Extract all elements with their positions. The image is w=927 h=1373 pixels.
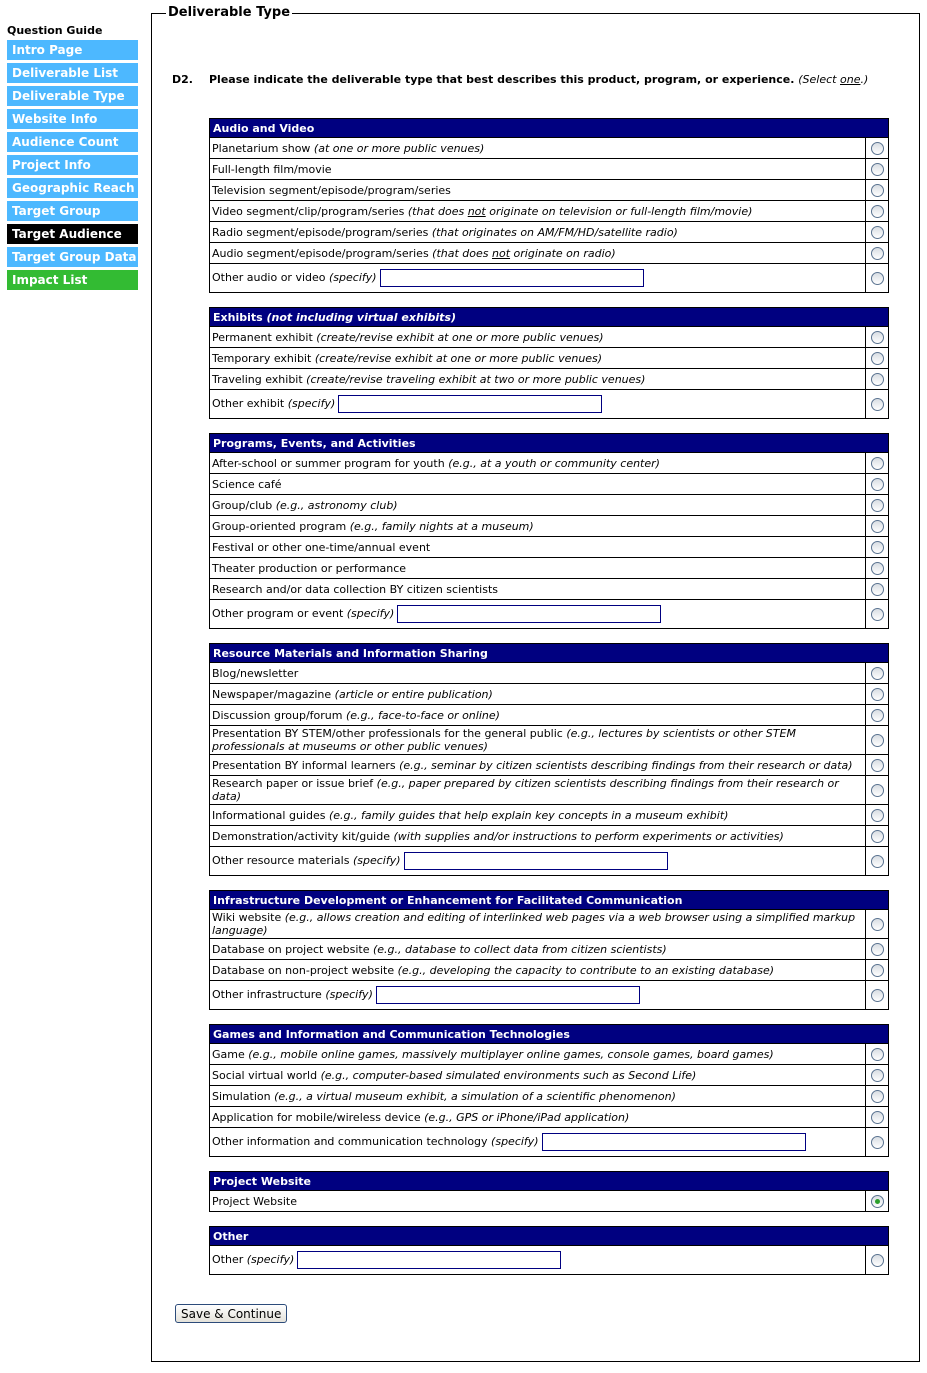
option-radio[interactable]	[871, 184, 884, 197]
option-note: (specify)	[491, 1135, 539, 1148]
option-note: (specify)	[352, 854, 401, 867]
option-label: Television segment/episode/program/series	[212, 183, 451, 197]
option-radio[interactable]	[871, 247, 884, 260]
option-radio[interactable]	[871, 709, 884, 722]
option-radio[interactable]	[871, 688, 884, 701]
option-radio[interactable]	[871, 830, 884, 843]
option-radio[interactable]	[871, 163, 884, 176]
option-label: Presentation BY informal learners	[212, 758, 400, 772]
option-row	[210, 826, 889, 847]
option-note: (e.g., mobile online games, massively multiplayer online games, console games, board games)	[248, 1047, 774, 1061]
option-label: Simulation	[212, 1089, 275, 1103]
option-row	[210, 243, 889, 264]
sidebar-item-deliverable-list[interactable]: Deliverable List	[7, 63, 138, 83]
option-radio[interactable]	[871, 1069, 884, 1082]
option-radio[interactable]	[871, 583, 884, 596]
option-note: (e.g., face-to-face or online)	[345, 708, 500, 722]
option-note: (e.g., family guides that help explain key concepts in a museum exhibit)	[328, 808, 729, 822]
option-row	[210, 847, 889, 876]
option-row	[210, 138, 889, 159]
option-note: (e.g., at a youth or community center)	[448, 456, 660, 470]
option-radio[interactable]	[871, 499, 884, 512]
option-radio[interactable]	[871, 1048, 884, 1061]
option-radio[interactable]	[871, 478, 884, 491]
option-label: Informational guides	[212, 808, 329, 822]
option-row	[210, 1246, 889, 1275]
option-row	[210, 1086, 889, 1107]
option-label: Audio segment/episode/program/series	[212, 246, 433, 260]
option-label: Discussion group/forum	[212, 708, 346, 722]
option-note: (e.g., paper prepared by citizen scientists describing findings from their research or data)	[212, 777, 839, 803]
option-label: Other information and communication technology	[212, 1135, 492, 1148]
option-note: (e.g., allows creation and editing of interlinked web pages via a web browser using a simplified markup language)	[212, 911, 856, 937]
question-guide-sidebar	[7, 24, 138, 293]
option-radio[interactable]	[871, 562, 884, 575]
option-radio[interactable]	[871, 667, 884, 680]
option-row	[210, 939, 889, 960]
sidebar-item-geographic-reach[interactable]: Geographic Reach	[7, 178, 138, 198]
deliverable-type-fieldset	[151, 5, 920, 1362]
option-label: Application for mobile/wireless device	[212, 1110, 425, 1124]
option-row	[210, 516, 889, 537]
option-radio[interactable]	[871, 943, 884, 956]
option-label: Other resource materials	[212, 854, 353, 867]
option-row	[210, 1128, 889, 1157]
section-header: Resource Materials and Information Sharing	[210, 644, 889, 663]
option-row	[210, 579, 889, 600]
section-programs-events-and-activities	[209, 433, 889, 629]
option-note: (specify)	[329, 271, 377, 284]
option-label: Full-length film/movie	[212, 162, 332, 176]
option-label: Group/club	[212, 498, 276, 512]
question-text: Please indicate the deliverable type that best describes this product, program, or experience.	[209, 73, 795, 86]
option-row	[210, 981, 889, 1010]
sidebar-item-project-info[interactable]: Project Info	[7, 155, 138, 175]
option-label: Other program or event	[212, 607, 347, 620]
specify-input-programs-events-and-activities[interactable]	[397, 605, 661, 623]
option-label: Group-oriented program	[212, 519, 350, 533]
option-row	[210, 776, 889, 805]
option-row	[210, 348, 889, 369]
section-audio-and-video	[209, 118, 889, 293]
option-row	[210, 453, 889, 474]
option-label: Temporary exhibit	[212, 351, 315, 365]
option-label: Project Website	[212, 1194, 297, 1208]
option-note: (e.g., GPS or iPhone/iPad application)	[424, 1110, 630, 1124]
option-radio[interactable]	[871, 784, 884, 797]
option-label: Wiki website	[212, 911, 285, 924]
option-radio[interactable]	[871, 989, 884, 1002]
deliverable-options	[209, 118, 889, 1289]
sidebar-item-target-group[interactable]: Target Group	[7, 201, 138, 221]
sidebar-item-target-audience[interactable]: Target Audience	[7, 224, 138, 244]
specify-input-audio-and-video[interactable]	[380, 269, 644, 287]
option-note: (that does not originate on television or full-length film/movie)	[407, 204, 753, 218]
option-note: (e.g., database to collect data from citizen scientists)	[372, 942, 667, 956]
option-row	[210, 264, 889, 293]
option-radio[interactable]	[871, 734, 884, 747]
option-note: (e.g., computer-based simulated environments such as Second Life)	[320, 1068, 697, 1082]
option-row	[210, 705, 889, 726]
option-note: (e.g., lectures by scientists or other STEM professionals at museums or other public venues)	[212, 727, 796, 753]
option-note: (that does not originate on radio)	[432, 246, 616, 260]
option-note: (specify)	[325, 988, 373, 1001]
option-radio[interactable]	[871, 226, 884, 239]
option-note: (e.g., astronomy club)	[275, 498, 398, 512]
option-row	[210, 1107, 889, 1128]
sidebar-item-audience-count[interactable]: Audience Count	[7, 132, 138, 152]
option-label: Video segment/clip/program/series	[212, 204, 408, 218]
section-header: Infrastructure Development or Enhancement for Facilitated Communication	[210, 891, 889, 910]
option-radio[interactable]	[871, 457, 884, 470]
option-row	[210, 495, 889, 516]
question-number: D2.	[172, 73, 193, 86]
option-row	[210, 684, 889, 705]
section-header: Exhibits (not including virtual exhibits)	[210, 308, 889, 327]
option-radio[interactable]	[871, 142, 884, 155]
option-label: Traveling exhibit	[212, 372, 307, 386]
option-radio[interactable]	[871, 541, 884, 554]
specify-input-resource-materials-and-information-sharing[interactable]	[404, 852, 668, 870]
option-label: Planetarium show	[212, 141, 314, 155]
option-label: Presentation BY STEM/other professionals for the general public	[212, 727, 567, 740]
option-radio[interactable]	[871, 809, 884, 822]
option-label: Demonstration/activity kit/guide	[212, 829, 394, 843]
option-row	[210, 726, 889, 755]
option-label: Other exhibit	[212, 397, 288, 410]
section-resource-materials-and-information-sharing	[209, 643, 889, 876]
section-header: Other	[210, 1227, 889, 1246]
section-exhibits	[209, 307, 889, 419]
option-label: Festival or other one-time/annual event	[212, 540, 431, 554]
option-radio[interactable]	[871, 759, 884, 772]
option-row	[210, 1191, 889, 1212]
option-note: (at one or more public venues)	[313, 141, 485, 155]
option-note: (e.g., a virtual museum exhibit, a simulation of a scientific phenomenon)	[274, 1089, 676, 1103]
option-note: (e.g., family nights at a museum)	[349, 519, 534, 533]
option-label: Theater production or performance	[212, 561, 407, 575]
option-note: (specify)	[287, 397, 336, 410]
option-label: Research and/or data collection BY citizen scientists	[212, 582, 499, 596]
option-row	[210, 600, 889, 629]
option-row	[210, 369, 889, 390]
save-continue-button[interactable]: Save & Continue	[175, 1304, 287, 1323]
option-row	[210, 1044, 889, 1065]
option-label: Permanent exhibit	[212, 330, 317, 344]
specify-input-exhibits[interactable]	[338, 395, 602, 413]
option-row	[210, 1065, 889, 1086]
specify-input-infrastructure-development-or-enhancement-for-facilitated-communication[interactable]	[376, 986, 640, 1004]
option-note: (article or entire publication)	[334, 687, 493, 701]
option-label: Science café	[212, 477, 282, 491]
specify-input-other[interactable]	[297, 1251, 561, 1269]
sidebar-item-target-group-data[interactable]: Target Group Data	[7, 247, 138, 267]
sidebar-item-deliverable-type[interactable]: Deliverable Type	[7, 86, 138, 106]
option-label: Newspaper/magazine	[212, 687, 335, 701]
option-note: (create/revise exhibit at one or more public venues)	[314, 351, 603, 365]
option-radio[interactable]	[871, 1136, 884, 1149]
option-row	[210, 327, 889, 348]
section-project-website	[209, 1171, 889, 1212]
option-label: Database on non-project website	[212, 963, 398, 977]
option-radio[interactable]	[871, 1090, 884, 1103]
section-header: Audio and Video	[210, 119, 889, 138]
specify-input-games-and-information-and-communication-technologies[interactable]	[542, 1133, 806, 1151]
option-radio[interactable]	[871, 352, 884, 365]
option-label: Social virtual world	[212, 1068, 321, 1082]
option-radio[interactable]	[871, 205, 884, 218]
option-label: Other	[212, 1253, 247, 1266]
option-row	[210, 390, 889, 419]
option-note: (create/revise traveling exhibit at two or more public venues)	[306, 372, 646, 386]
option-note: (e.g., seminar by citizen scientists describing findings from their research or data)	[399, 758, 853, 772]
option-row	[210, 663, 889, 684]
section-infrastructure-development-or-enhancement-for-facilitated-communication	[209, 890, 889, 1010]
option-label: Database on project website	[212, 942, 373, 956]
option-label: Radio segment/episode/program/series	[212, 225, 432, 239]
section-games-and-information-and-communication-technologies	[209, 1024, 889, 1157]
section-other	[209, 1226, 889, 1275]
option-row	[210, 222, 889, 243]
question-hint: (Select one.)	[798, 73, 869, 86]
option-label: Other audio or video	[212, 271, 329, 284]
option-row	[210, 960, 889, 981]
option-note: (create/revise exhibit at one or more public venues)	[316, 330, 604, 344]
sidebar-item-intro-page[interactable]: Intro Page	[7, 40, 138, 60]
option-row	[210, 755, 889, 776]
option-radio[interactable]	[871, 398, 884, 411]
section-header: Project Website	[210, 1172, 889, 1191]
option-note: (that originates on AM/FM/HD/satellite radio)	[431, 225, 678, 239]
option-label: After-school or summer program for youth	[212, 456, 449, 470]
option-label: Game	[212, 1047, 249, 1061]
option-radio[interactable]	[871, 855, 884, 868]
option-radio[interactable]	[871, 373, 884, 386]
option-label: Other infrastructure	[212, 988, 326, 1001]
sidebar-title: Question Guide	[7, 24, 103, 37]
option-radio[interactable]	[871, 1254, 884, 1267]
option-row	[210, 159, 889, 180]
section-header: Games and Information and Communication Technologies	[210, 1025, 889, 1044]
option-radio[interactable]	[871, 331, 884, 344]
sidebar-item-impact-list[interactable]: Impact List	[7, 270, 138, 290]
option-label: Research paper or issue brief	[212, 777, 377, 790]
option-radio[interactable]	[871, 608, 884, 621]
option-note: (with supplies and/or instructions to perform experiments or activities)	[393, 829, 784, 843]
sidebar-item-website-info[interactable]: Website Info	[7, 109, 138, 129]
option-row	[210, 537, 889, 558]
option-row	[210, 910, 889, 939]
option-radio[interactable]	[871, 918, 884, 931]
option-row	[210, 201, 889, 222]
option-row	[210, 474, 889, 495]
option-row	[210, 805, 889, 826]
option-radio[interactable]	[871, 520, 884, 533]
option-row	[210, 180, 889, 201]
fieldset-legend: Deliverable Type	[168, 5, 291, 20]
option-radio[interactable]	[871, 272, 884, 285]
option-radio[interactable]	[871, 964, 884, 977]
section-header: Programs, Events, and Activities	[210, 434, 889, 453]
option-radio[interactable]	[871, 1111, 884, 1124]
option-note: (e.g., developing the capacity to contribute to an existing database)	[397, 963, 775, 977]
option-note: (specify)	[346, 607, 395, 620]
option-row	[210, 558, 889, 579]
option-radio[interactable]	[871, 1195, 884, 1208]
option-note: (specify)	[246, 1253, 295, 1266]
option-label: Blog/newsletter	[212, 666, 299, 680]
